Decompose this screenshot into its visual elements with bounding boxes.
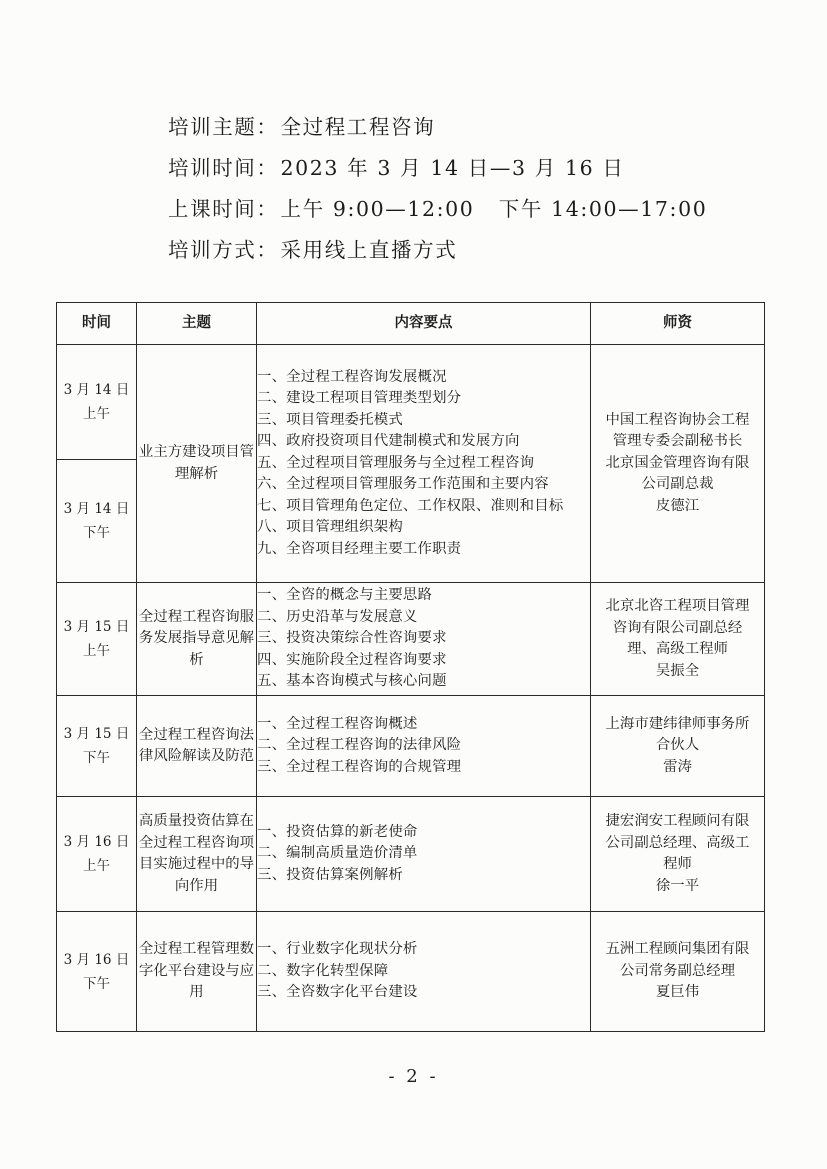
teacher-name: 皮德江 [655, 497, 700, 514]
content-point: 二、编制高质量造价清单 [257, 845, 418, 862]
content-point: 三、投资决策综合性咨询要求 [257, 630, 447, 647]
teacher-line: 管理专委会副秘书长 [612, 433, 743, 450]
time-period: 上午 [83, 643, 110, 659]
teacher-name: 夏巨伟 [655, 984, 700, 1001]
time-period: 上午 [83, 858, 110, 874]
teacher-cell [591, 345, 765, 583]
info-value: 2023 年 3 月 14 日—3 月 16 日 [280, 156, 625, 180]
table-row [57, 912, 765, 1032]
teacher-line: 五洲工程顾问集团有限 [605, 941, 750, 958]
training-info [168, 112, 707, 276]
time-period: 上午 [83, 406, 110, 422]
teacher-line: 上海市建纬律师事务所 [605, 715, 750, 732]
content-point: 四、政府投资项目代建制模式和发展方向 [257, 433, 520, 450]
content-point: 三、投资估算案例解析 [257, 866, 403, 883]
teacher-line: 中国工程咨询协会工程 [605, 411, 750, 428]
content-point: 一、全过程工程咨询概述 [257, 715, 418, 732]
content-cell [257, 912, 591, 1032]
table-row [57, 797, 765, 912]
content-point: 一、投资估算的新老使命 [257, 823, 418, 840]
info-value: 全过程工程咨询 [280, 115, 436, 139]
content-point: 九、全咨项目经理主要工作职责 [257, 540, 462, 557]
teacher-line: 咨询有限公司副总经 [612, 619, 743, 636]
header-teacher: 师资 [591, 303, 765, 345]
theme-cell: 高质量投资估算在全过程工程咨询项目实施过程中的导向作用 [137, 797, 257, 912]
theme-cell: 业主方建设项目管理解析 [137, 345, 257, 583]
info-label: 培训时间： [168, 156, 279, 180]
time-date: 3 月 15 日 [63, 726, 130, 742]
teacher-cell [591, 797, 765, 912]
teacher-line: 公司副总经理、高级工 [605, 834, 750, 851]
time-cell [57, 912, 137, 1032]
time-cell [57, 797, 137, 912]
teacher-line: 北京北咨工程项目管理 [605, 598, 750, 614]
table-header-row [57, 303, 765, 345]
content-point: 五、全过程项目管理服务与全过程工程咨询 [257, 454, 535, 471]
teacher-cell [591, 696, 765, 797]
time-period: 下午 [83, 525, 110, 541]
content-point: 三、项目管理委托模式 [257, 411, 403, 428]
time-period: 下午 [83, 750, 110, 766]
theme-cell: 全过程工程管理数字化平台建设与应用 [137, 912, 257, 1032]
time-date: 3 月 16 日 [63, 951, 130, 968]
time-date: 3 月 14 日 [63, 382, 130, 398]
content-point: 一、全过程工程咨询发展概况 [257, 368, 447, 385]
teacher-line: 公司常务副总经理 [619, 962, 736, 979]
schedule-table-wrap [56, 302, 764, 1032]
content-point: 二、建设工程项目管理类型划分 [257, 390, 462, 407]
time-cell [57, 460, 137, 583]
teacher-name: 徐一平 [655, 877, 700, 894]
time-cell [57, 583, 137, 696]
info-label: 培训方式： [168, 238, 279, 262]
content-point: 五、基本咨询模式与核心问题 [257, 673, 447, 690]
teacher-line: 合伙人 [655, 737, 700, 754]
schedule-table [56, 302, 765, 1032]
content-cell [257, 797, 591, 912]
time-cell [57, 696, 137, 797]
time-date: 3 月 14 日 [63, 501, 130, 517]
content-point: 六、全过程项目管理服务工作范围和主要内容 [257, 476, 549, 493]
content-point: 二、数字化转型保障 [257, 962, 389, 979]
info-value: 上午 9:00—12:00 下午 14:00—17:00 [280, 197, 708, 221]
header-theme: 主题 [137, 303, 257, 345]
teacher-line: 程师 [663, 856, 692, 872]
content-point: 三、全过程工程咨询的合规管理 [257, 758, 462, 775]
time-period: 下午 [83, 975, 110, 992]
table-row [57, 345, 765, 460]
time-date: 3 月 16 日 [63, 834, 130, 850]
content-point: 四、实施阶段全过程咨询要求 [257, 651, 447, 668]
time-date: 3 月 15 日 [63, 619, 130, 635]
content-cell [257, 583, 591, 696]
content-point: 一、全咨的概念与主要思路 [257, 587, 433, 604]
header-time: 时间 [57, 303, 137, 345]
table-row [57, 696, 765, 797]
content-cell [257, 345, 591, 583]
info-label: 培训主题： [168, 115, 279, 139]
teacher-cell [591, 583, 765, 696]
theme-cell: 全过程工程咨询服务发展指导意见解析 [137, 583, 257, 696]
content-point: 二、历史沿革与发展意义 [257, 608, 418, 625]
content-point: 七、项目管理角色定位、工作权限、准则和目标 [257, 497, 564, 514]
teacher-line: 理、高级工程师 [627, 641, 728, 657]
info-value: 采用线上直播方式 [280, 238, 458, 262]
info-label: 上课时间： [168, 197, 279, 221]
header-content: 内容要点 [257, 303, 591, 345]
teacher-name: 雷涛 [663, 758, 692, 775]
content-point: 八、项目管理组织架构 [257, 519, 403, 536]
page-number: - 2 - [388, 1066, 439, 1087]
content-point: 三、全咨数字化平台建设 [257, 984, 418, 1001]
content-point: 一、行业数字化现状分析 [257, 941, 418, 958]
theme-cell: 全过程工程咨询法律风险解读及防范 [137, 696, 257, 797]
teacher-line: 公司副总裁 [641, 476, 714, 493]
info-date [168, 153, 707, 194]
info-class-time [168, 194, 707, 235]
content-point: 二、全过程工程咨询的法律风险 [257, 737, 462, 754]
teacher-line: 捷宏润安工程顾问有限 [605, 813, 750, 829]
content-cell [257, 696, 591, 797]
time-cell [57, 345, 137, 460]
table-row [57, 583, 765, 696]
teacher-cell [591, 912, 765, 1032]
teacher-name: 吴振全 [655, 662, 700, 679]
teacher-line: 北京国金管理咨询有限 [605, 454, 750, 471]
info-method [168, 235, 707, 276]
info-topic [168, 112, 707, 153]
